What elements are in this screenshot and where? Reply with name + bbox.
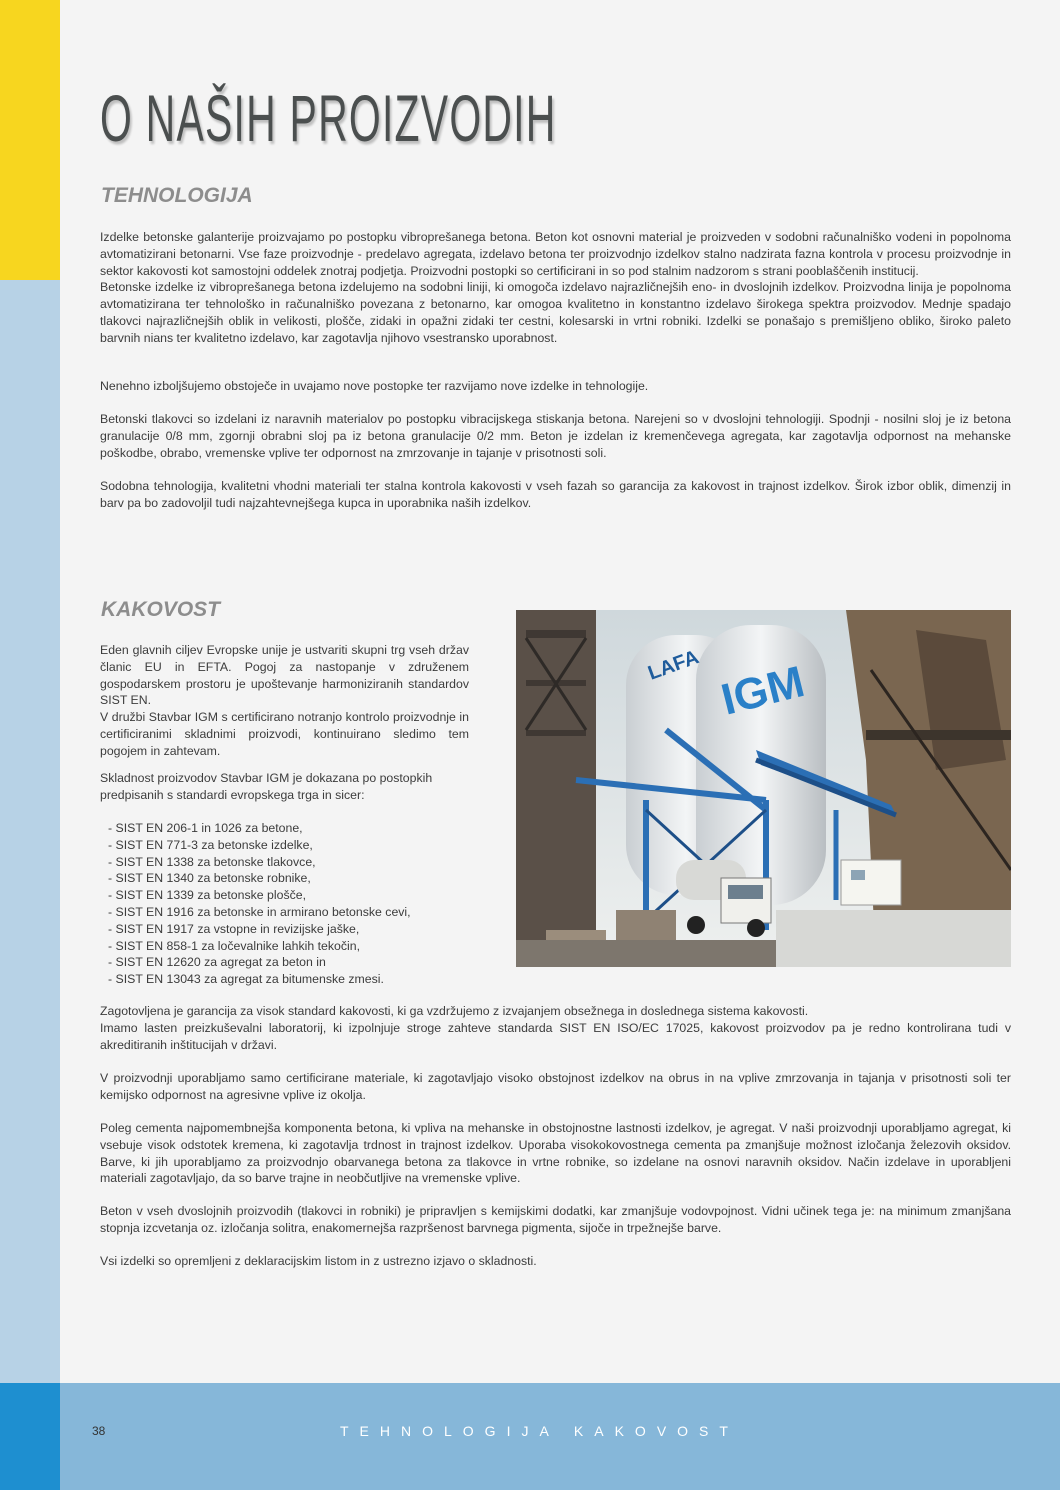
kakovost-intro-standards bbox=[100, 770, 469, 804]
paragraph: Betonski tlakovci so izdelani iz naravnih materialov po postopku vibracijskega stiskanja betona. Narejeni so v dvoslojni tehnologiji. Spodnji - nosilni sloj je iz betona granulacije 0/8 mm, zgornji obrabni sloj pa iz betona granulacije 0/2 mm. Beton je izdelan iz kremenčevega agregata, kar zagotavlja odpornost na mehanske poškodbe, obrabo, vremenske vplive ter odpornost na zmrzovanje in tajanje v prisotnosti soli. bbox=[100, 412, 1011, 460]
paragraph: Eden glavnih ciljev Evropske unije je ustvariti skupni trg vseh držav članic EU in EFTA. Pogoj za nastopanje v združenem gospodarskem prostoru je upoštevanje harmoniziranih standardov SIST EN. bbox=[100, 643, 469, 708]
kakovost-intro bbox=[100, 642, 469, 760]
tehnologija-text-4 bbox=[100, 478, 1011, 512]
list-item: - SIST EN 206-1 in 1026 za betone, bbox=[108, 820, 411, 837]
tehnologija-text-2 bbox=[100, 378, 1011, 395]
paragraph: Vsi izdelki so opremljeni z deklaracijskim listom in z ustrezno izjavo o skladnosti. bbox=[100, 1254, 537, 1268]
page-number: 38 bbox=[92, 1424, 106, 1438]
paragraph: V proizvodnji uporabljamo samo certificirane materiale, ki zagotavljajo visoko obstojnost izdelkov na obrus in na vplive zmrzovanja in tajanja v prisotnosti soli ter kemijsko odpornost na agresivne vplive iz okolja. bbox=[100, 1071, 1011, 1102]
photo-lettering-lafa: LAFA bbox=[645, 646, 702, 685]
page-title: O NAŠIH PROIZVODIH bbox=[100, 81, 557, 155]
paragraph: Skladnost proizvodov Stavbar IGM je dokazana po postopkih predpisanih s standardi evropskega trga in sicer: bbox=[100, 771, 433, 802]
paragraph: Nenehno izboljšujemo obstoječe in uvajamo nove postopke ter razvijamo nove izdelke in tehnologije. bbox=[100, 379, 649, 393]
photo-lettering-igm: IGM bbox=[716, 657, 810, 725]
list-item: - SIST EN 1338 za betonske tlakovce, bbox=[108, 854, 411, 871]
paragraph: Imamo lasten preizkuševalni laboratorij, ki izpolnjuje stroge zahteve standarda SIST EN ISO/EC 17025, kakovost proizvodov pa je redno kontrolirana tudi v akreditiranih inštitucijah v državi. bbox=[100, 1020, 1011, 1052]
list-item: - SIST EN 1340 za betonske robnike, bbox=[108, 870, 411, 887]
concrete-plant-photo bbox=[516, 610, 1011, 967]
tehnologija-text-1 bbox=[100, 229, 1011, 347]
side-strip-yellow bbox=[0, 0, 60, 280]
paragraph: Poleg cementa najpomembnejša komponenta betona, ki vpliva na mehanske in obstojnostne lastnosti izdelkov, je agregat. V naši proizvodnji uporabljamo agregat, ki vsebuje visok odstotek kremena, ki zagotavlja trdnost in trajnost izdelkov. Uporaba visokokovostnega cementa pa zmanjšuje možnost izločanja železovih oksidov. Barve, ki jih uporabljamo za proizvodnjo obarvanega betona za tlakovce in vrtne robnike, so izdelane na osnovi naravnih oksidov. Način izdelave in uporabljeni materiali zagotavljajo, da so barve trajne in neobčutljive na vremenske vplive. bbox=[100, 1121, 1011, 1186]
section-heading-kakovost: KAKOVOST bbox=[101, 598, 221, 621]
list-item: - SIST EN 13043 za agregat za bitumenske zmesi. bbox=[108, 971, 411, 988]
paragraph: Zagotovljena je garancija za visok standard kakovosti, ki ga vzdržujemo z izvajanjem obsežnega in doslednega sistema kakovosti. bbox=[100, 1004, 809, 1018]
list-item: - SIST EN 1339 za betonske plošče, bbox=[108, 887, 411, 904]
side-strip-blue bbox=[0, 1383, 60, 1490]
list-item: - SIST EN 12620 za agregat za beton in bbox=[108, 954, 411, 971]
paragraph: Beton v vseh dvoslojnih proizvodih (tlakovci in robniki) je pripravljen s kemijskimi dodatki, kar zmanjšuje vodovpojnost. Vidni učinek tega je: na minimum zmanjšana stopnja izcvetanja oz. izločanja solitra, enakomernejša razpršenost barvnega pigmenta, sijoče in trpežnejše barve. bbox=[100, 1204, 1011, 1235]
kakovost-text-4 bbox=[100, 1203, 1011, 1237]
paragraph: Sodobna tehnologija, kvalitetni vhodni materiali ter stalna kontrola kakovosti v vseh fazah so garancija za kakovost in trajnost izdelkov. Širok izbor oblik, dimenzij in barv pa bo zadovoljil tudi najzahtevnejšega kupca in uporabnika naših izdelkov. bbox=[100, 479, 1011, 510]
paragraph: Betonske izdelke iz vibroprešanega betona izdelujemo na sodobni liniji, ki omogoča izdelavo najrazličnejših eno- in dvoslojnih izdelkov. Proizvodna linija je popolnoma avtomatizirana ter tehnološko in računalniško povezana z betonarno, kar omogoa kvalitetno in konstantno izdelavo širokega spektra proizvodov. Mednje spadajo tlakovci najrazličnejših oblik in velikosti, plošče, zidaki in opažni zidaki ter cestni, kolesarski in vrtni robniki. Izdelki se ponašajo s premišljeno obliko, široko paleto barvnih nians ter kvalitetno izdelavo, kar zagotavlja njihovo vsestransko uporabnost. bbox=[100, 280, 1011, 345]
footer-title: TEHNOLOGIJA KAKOVOST bbox=[340, 1423, 739, 1439]
list-item: - SIST EN 1917 za vstopne in revizijske jaške, bbox=[108, 921, 411, 938]
list-item: - SIST EN 858-1 za ločevalnike lahkih tekočin, bbox=[108, 938, 411, 955]
section-heading-tehnologija: TEHNOLOGIJA bbox=[101, 184, 253, 207]
standards-list bbox=[108, 820, 411, 988]
list-item: - SIST EN 771-3 za betonske izdelke, bbox=[108, 837, 411, 854]
list-item: - SIST EN 1916 za betonske in armirano betonske cevi, bbox=[108, 904, 411, 921]
paragraph: Izdelke betonske galanterije proizvajamo po postopku vibroprešanega betona. Beton kot osnovni material je proizveden v sodobni računalniško vodeni in popolnoma avtomatizirani betonarni. Vse faze proizvodnje - predelavo agregata, izdelavo betona ter proizvodnjo izdelkov stalno nadzirata fazna kontrola v procesu proizvodnje in sektor kakovosti kot samostojni oddelek znotraj podjetja. Proizvodni postopki so certificirani in so pod stalnim nadzorom s strani pooblaščenih institucij. bbox=[100, 230, 1011, 278]
kakovost-text-5 bbox=[100, 1253, 1011, 1270]
kakovost-text-3 bbox=[100, 1120, 1011, 1187]
kakovost-text-2 bbox=[100, 1070, 1011, 1104]
kakovost-text-1 bbox=[100, 1003, 1011, 1053]
paragraph: V družbi Stavbar IGM s certificirano notranjo kontrolo proizvodnje in certificiranimi skladnimi proizvodi, kontinuirano sledimo tem pogojem in zahtevam. bbox=[100, 710, 469, 758]
tehnologija-text-3 bbox=[100, 411, 1011, 461]
side-strip-light-blue bbox=[0, 280, 60, 1383]
